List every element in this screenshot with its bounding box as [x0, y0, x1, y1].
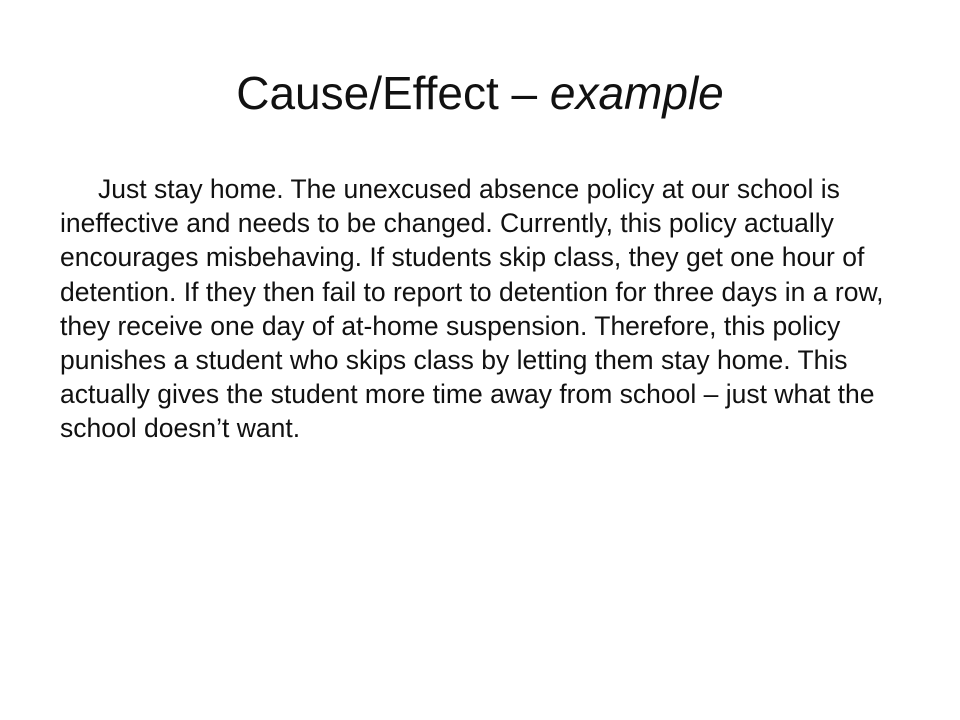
slide-title [0, 58, 960, 128]
body-paragraph: Just stay home. The unexcused absence policy at our school is ineffective and needs to be changed. Currently, this policy actually encourages misbehaving. If students skip class, they get one hour of detention. If they then fail to report to detention for three days in a row, they receive one day of at-home suspension. Therefore, this policy punishes a student who skips class by letting them stay home. This actually gives the student more time away from school – just what the school doesn’t want. [60, 174, 884, 444]
slide-title-emphasis: example [549, 67, 724, 119]
slide-title-main: Cause/Effect – [236, 67, 550, 119]
